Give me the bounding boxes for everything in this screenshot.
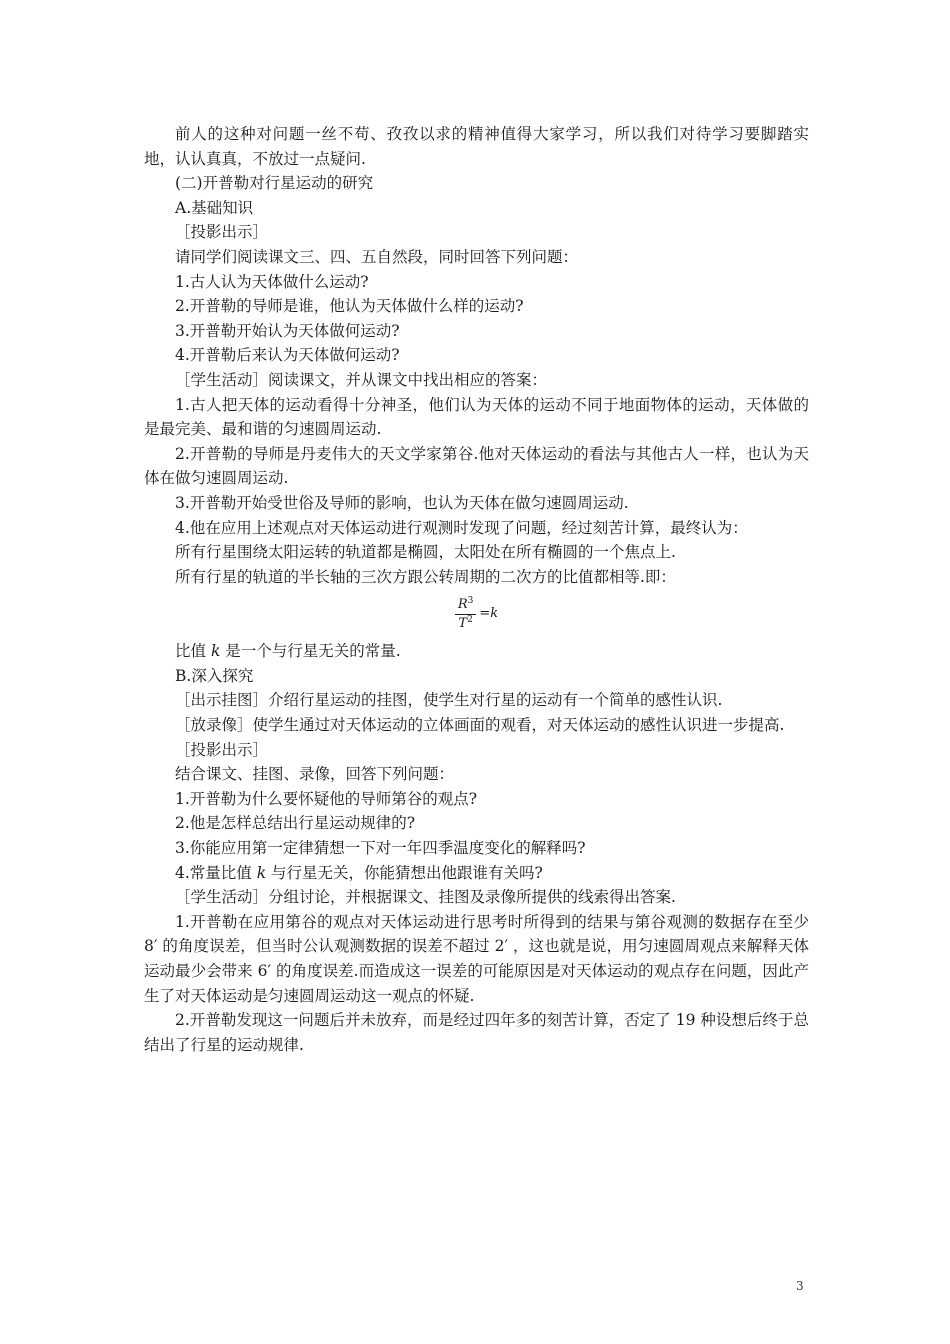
formula-numerator: $R^3$: [455, 596, 477, 615]
question-item: 2.他是怎样总结出行星运动规律的?: [175, 814, 416, 833]
question-item: 4.开普勒后来认为天体做何运动?: [175, 346, 400, 365]
paragraph: 前人的这种对问题一丝不苟、孜孜以求的精神值得大家学习，所以我们对待学习要脚踏实地，认认真真，不放过一点疑问.: [144, 125, 809, 168]
page-body: [144, 122, 809, 1057]
answer-item: 2.开普勒发现这一问题后并未放弃，而是经过四年多的刻苦计算，否定了 19 种设想后终于总结出了行星的运动规律.: [144, 1011, 809, 1054]
paragraph: ［学生活动］分组讨论，并根据课文、挂图及录像所提供的线索得出答案.: [175, 888, 676, 907]
paragraph: 所有行星的轨道的半长轴的三次方跟公转周期的二次方的比值都相等.即：: [175, 567, 676, 586]
formula-rhs: =k: [479, 605, 499, 621]
answer-item: 4.他在应用上述观点对天体运动进行观测时发现了问题，经过刻苦计算，最终认为：: [175, 518, 748, 537]
paragraph: ［投影出示］: [175, 223, 269, 242]
paragraph: 比值 k 是一个与行星无关的常量.: [175, 642, 401, 661]
subsection-heading: B.深入探究: [175, 666, 254, 685]
question-item: 3.开普勒开始认为天体做何运动?: [175, 321, 400, 340]
formula-denominator: $T^2$: [458, 614, 473, 631]
question-item: 4.常量比值 k 与行星无关，你能猜想出他跟谁有关吗?: [175, 863, 543, 882]
paragraph: 结合课文、挂图、录像，回答下列问题：: [175, 765, 455, 784]
paragraph: 所有行星围绕太阳运转的轨道都是椭圆，太阳处在所有椭圆的一个焦点上.: [175, 543, 676, 562]
kepler-third-law-formula: [144, 591, 809, 637]
question-item: 1.开普勒为什么要怀疑他的导师第谷的观点?: [175, 789, 478, 808]
paragraph: ［投影出示］: [175, 740, 269, 759]
answer-item: 1.开普勒在应用第谷的观点对天体运动进行思考时所得到的结果与第谷观测的数据存在至少 8′ 的角度误差，但当时公认观测数据的误差不超过 2′ ，这也就是说，用匀速圆周观点来解释天体运动最少会带来 6′ 的角度误差.而造成这一误差的可能原因是对天体运动的观点存在问题，因此产生了对天体运动是匀速圆周运动这一观点的怀疑.: [144, 912, 809, 1005]
paragraph: 请同学们阅读课文三、四、五自然段，同时回答下列问题：: [175, 247, 579, 266]
answer-item: 1.古人把天体的运动看得十分神圣，他们认为天体的运动不同于地面物体的运动，天体做的是最完美、最和谐的匀速圆周运动.: [144, 395, 809, 439]
answer-item: 2.开普勒的导师是丹麦伟大的天文学家第谷.他对天体运动的看法与其他古人一样，也认为天体在做匀速圆周运动.: [144, 444, 809, 488]
paragraph: ［出示挂图］介绍行星运动的挂图，使学生对行星的运动有一个简单的感性认识.: [175, 691, 723, 710]
section-heading: (二)开普勒对行星运动的研究: [175, 174, 374, 193]
formula-fraction: [455, 596, 477, 633]
paragraph: ［放录像］使学生通过对天体运动的立体画面的观看，对天体运动的感性认识进一步提高.: [175, 716, 785, 735]
question-item: 2.开普勒的导师是谁，他认为天体做什么样的运动?: [175, 297, 524, 316]
question-item: 3.你能应用第一定律猜想一下对一年四季温度变化的解释吗?: [175, 839, 586, 858]
subsection-heading: A.基础知识: [175, 198, 254, 217]
page-number: 3: [796, 1279, 804, 1293]
paragraph: ［学生活动］阅读课文，并从课文中找出相应的答案：: [175, 370, 548, 389]
question-item: 1.古人认为天体做什么运动?: [175, 272, 369, 291]
answer-item: 3.开普勒开始受世俗及导师的影响，也认为天体在做匀速圆周运动.: [175, 493, 629, 512]
